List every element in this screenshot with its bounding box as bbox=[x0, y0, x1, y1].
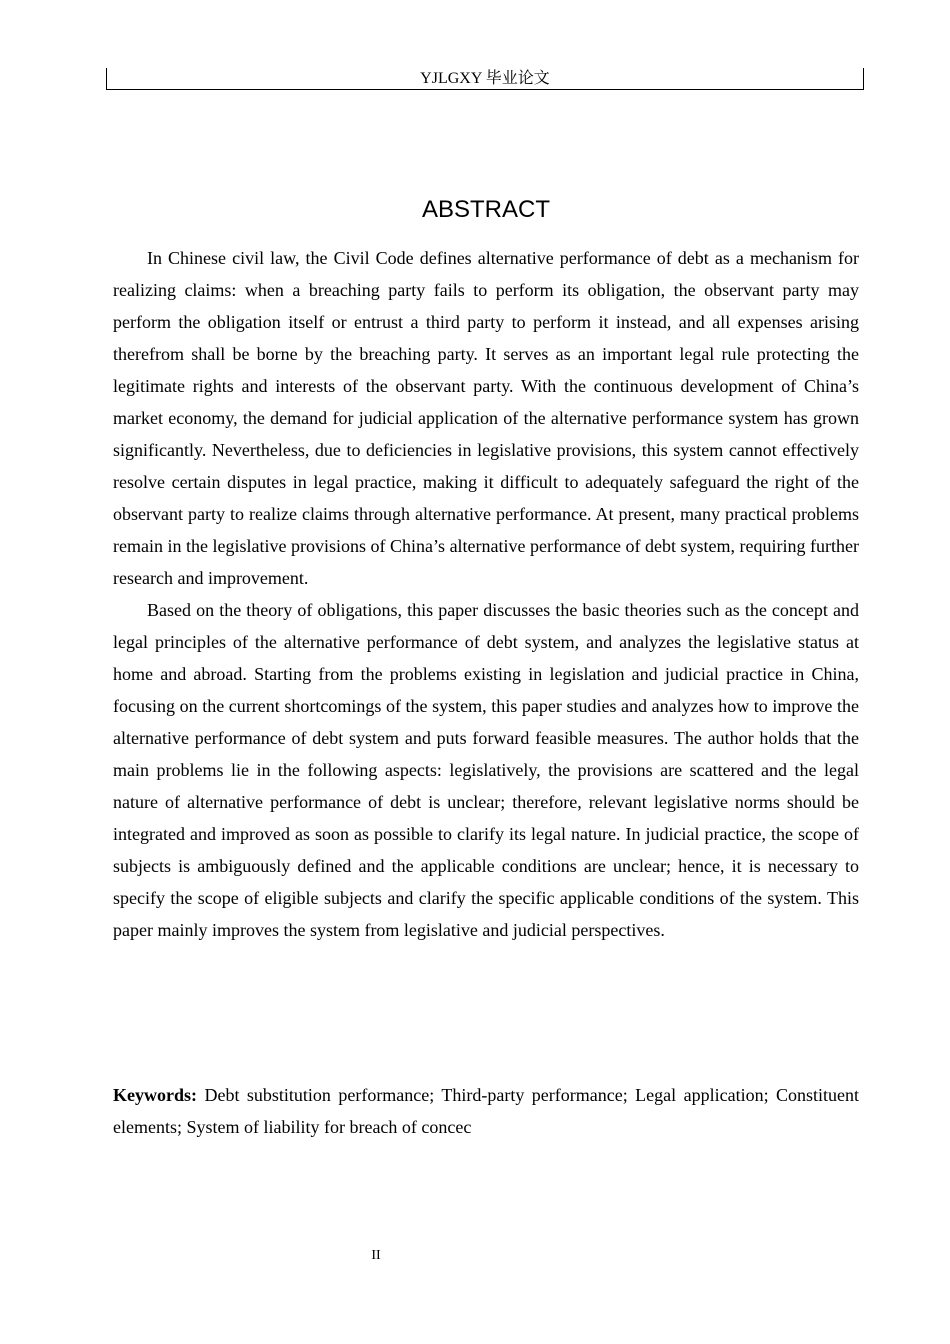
abstract-paragraph-1: In Chinese civil law, the Civil Code defines alternative performance of debt as a mechanism for realizing claims: when a breaching party fails to perform its obligation, the observant party may perform the obligation itself or entrust a third party to perform it instead, and all expenses arising therefrom shall be borne by the breaching party. It serves as an important legal rule protecting the legitimate rights and interests of the observant party. With the continuous development of China’s market economy, the demand for judicial application of the alternative performance system has grown significantly. Nevertheless, due to deficiencies in legislative provisions, this system cannot effectively resolve certain disputes in legal practice, making it difficult to adequately safeguard the right of the observant party to realize claims through alternative performance. At present, many practical problems remain in the legislative provisions of China’s alternative performance of debt system, requiring further research and improvement. bbox=[113, 248, 859, 588]
keywords-label: Keywords: bbox=[113, 1085, 197, 1105]
keywords-text: Debt substitution performance; Third-party performance; Legal application; Constituent elements; System of liability for breach of concec bbox=[113, 1085, 860, 1137]
abstract-paragraph-2: Based on the theory of obligations, this paper discusses the basic theories such as the concept and legal principles of the alternative performance of debt system, and analyzes the legislative status at home and abroad. Starting from the problems existing in legislation and judicial practice in China, focusing on the current shortcomings of the system, this paper studies and analyzes how to improve the alternative performance of debt system and puts forward feasible measures. The author holds that the main problems lie in the following aspects: legislatively, the provisions are scattered and the legal nature of alternative performance of debt is unclear; therefore, relevant legislative norms should be integrated and improved as soon as possible to clarify its legal nature. In judicial practice, the scope of subjects is ambiguously defined and the applicable conditions are unclear; hence, it is necessary to specify the scope of eligible subjects and clarify the specific applicable conditions of the system. This paper mainly improves the system from legislative and judicial perspectives. bbox=[113, 600, 859, 940]
page-header bbox=[106, 68, 864, 90]
keywords-line bbox=[113, 1079, 859, 1143]
abstract-title: ABSTRACT bbox=[421, 196, 550, 224]
page-number: II bbox=[371, 1248, 381, 1263]
header-title: YJLGXY 毕业论文 bbox=[420, 70, 550, 87]
abstract-body bbox=[113, 242, 859, 946]
